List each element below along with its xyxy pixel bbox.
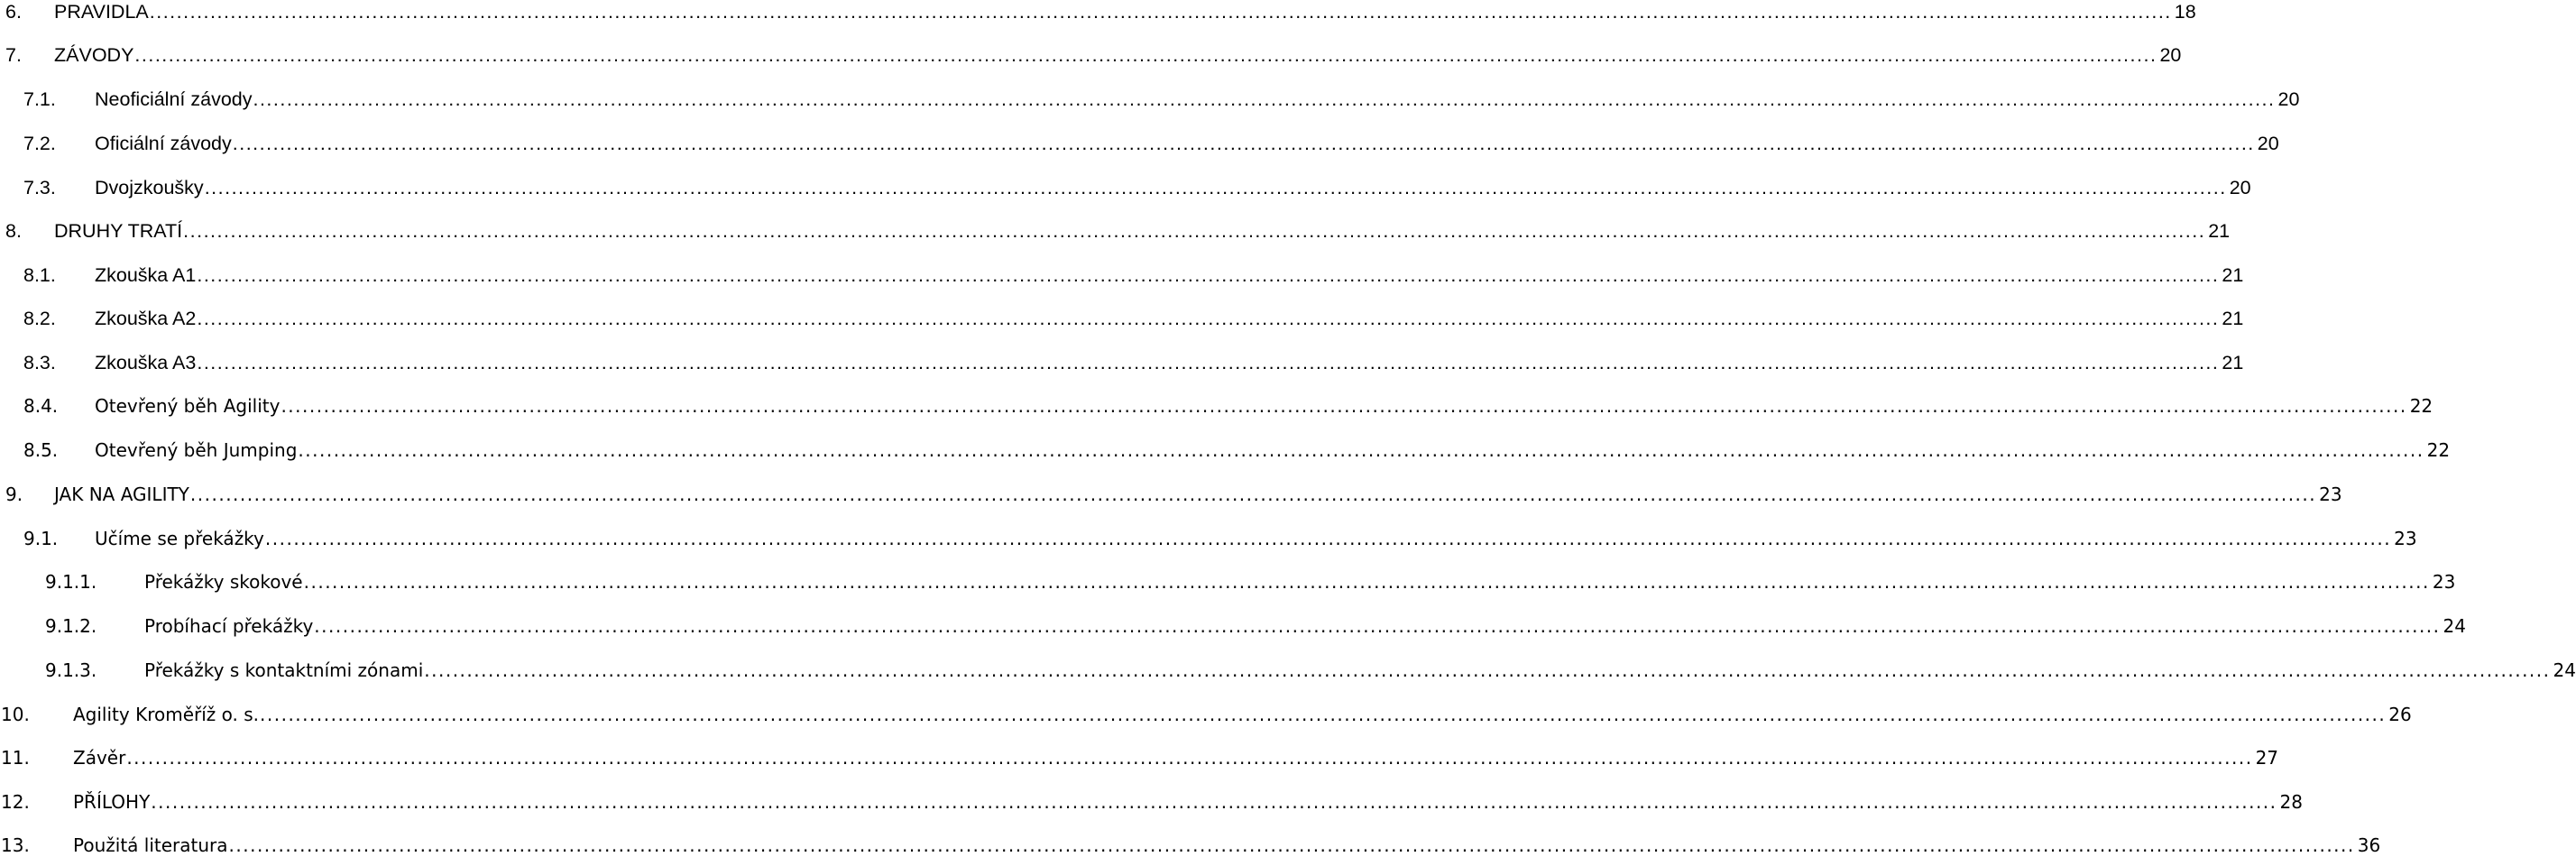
entry-number: 7.1. [23,88,56,110]
toc-entry-12[interactable] [0,784,2303,820]
entry-title: Závěr [73,747,126,769]
entry-page: 24 [2553,659,2576,681]
entry-title: Agility Kroměříž o. s. [73,704,260,725]
entry-number: 8.5. [23,439,59,461]
entry-number: 11. [1,747,30,769]
entry-number: 7. [5,44,22,66]
entry-number: 8.2. [23,308,56,329]
dot-leader: ............................................................................................................................................................................................................................................................................................................ [189,484,2317,505]
toc-entry-7-3[interactable] [0,170,2251,206]
entry-number: 13. [1,834,30,856]
dot-leader: ............................................................................................................................................................................................................................................................................................................ [197,352,2220,373]
entry-page: 23 [2319,484,2342,505]
entry-title: DRUHY TRATÍ [54,220,183,242]
toc-entry-9-1-3[interactable] [0,652,2576,688]
toc-entry-8-1[interactable] [0,257,2244,293]
entry-number: 9.1.2. [45,615,97,637]
entry-page: 23 [2394,528,2417,549]
entry-number: 9.1. [23,528,59,549]
entry-title: Oficiální závody [95,133,232,154]
toc-entry-9-1-2[interactable] [0,608,2466,644]
entry-page: 20 [2277,88,2300,110]
toc-entry-7[interactable] [0,37,2182,73]
entry-number: 6. [5,1,22,23]
entry-page: 22 [2426,439,2451,461]
toc-entry-8-5[interactable] [0,432,2451,468]
entry-page: 21 [2208,220,2231,242]
toc-entry-6[interactable] [0,0,2196,30]
dot-leader: ............................................................................................................................................................................................................................................................................................................ [197,264,2220,286]
entry-page: 22 [2409,395,2433,417]
toc-entry-8[interactable] [0,213,2231,249]
toc-entry-13[interactable] [0,827,2381,863]
entry-title: JAK NA AGILITY [54,484,189,505]
dot-leader: ............................................................................................................................................................................................................................................................................................................ [197,308,2220,329]
dot-leader: ............................................................................................................................................................................................................................................................................................................ [151,791,2277,813]
toc-entry-10[interactable] [0,696,2412,732]
entry-page: 21 [2222,264,2244,286]
toc-entry-9-1[interactable] [0,521,2417,557]
dot-leader: ............................................................................................................................................................................................................................................................................................................ [303,571,2430,593]
toc-entry-8-3[interactable] [0,345,2244,381]
entry-number: 8.1. [23,264,56,286]
entry-title: PRAVIDLA [54,1,149,23]
entry-number: 8.4. [23,395,59,417]
entry-page: 20 [2257,133,2279,154]
entry-number: 8.3. [23,352,56,373]
dot-leader: ............................................................................................................................................................................................................................................................................................................ [232,133,2255,154]
dot-leader: ............................................................................................................................................................................................................................................................................................................ [126,747,2253,769]
entry-page: 18 [2174,1,2196,23]
entry-title: Otevřený běh Agility [95,395,281,417]
toc-entry-7-1[interactable] [0,81,2300,117]
entry-page: 26 [2388,704,2412,725]
toc-entry-9[interactable] [0,476,2342,512]
entry-page: 24 [2443,615,2466,637]
entry-title: Probíhací překážky [144,615,314,637]
entry-title: Překážky skokové [144,571,303,593]
dot-leader: ............................................................................................................................................................................................................................................................................................................ [298,439,2424,461]
entry-title: Zkouška A3 [95,352,197,373]
toc-entry-8-4[interactable] [0,388,2433,424]
dot-leader: ............................................................................................................................................................................................................................................................................................................ [228,834,2355,856]
entry-number: 9.1.3. [45,659,97,681]
toc-entry-8-2[interactable] [0,300,2244,336]
entry-page: 23 [2432,571,2456,593]
dot-leader: ............................................................................................................................................................................................................................................................................................................ [281,395,2407,417]
entry-title: PŘÍLOHY [73,791,151,813]
dot-leader: ............................................................................................................................................................................................................................................................................................................ [204,177,2227,198]
entry-title: Zkouška A2 [95,308,197,329]
dot-leader: ............................................................................................................................................................................................................................................................................................................ [314,615,2441,637]
entry-number: 10. [1,704,30,725]
dot-leader: ............................................................................................................................................................................................................................................................................................................ [424,659,2551,681]
toc-entry-9-1-1[interactable] [0,564,2456,600]
dot-leader: ............................................................................................................................................................................................................................................................................................................ [134,44,2157,66]
dot-leader: ............................................................................................................................................................................................................................................................................................................ [183,220,2206,242]
entry-number: 9.1.1. [45,571,97,593]
entry-page: 20 [2229,177,2251,198]
entry-title: Překážky s kontaktními zónami [144,659,424,681]
entry-number: 9. [5,484,23,505]
entry-number: 7.2. [23,133,56,154]
toc-entry-7-2[interactable] [0,125,2279,161]
entry-page: 27 [2255,747,2279,769]
entry-number: 8. [5,220,22,242]
entry-page: 21 [2222,352,2244,373]
dot-leader: ............................................................................................................................................................................................................................................................................................................ [253,88,2276,110]
toc-entry-11[interactable] [0,740,2279,776]
entry-title: Zkouška A1 [95,264,197,286]
entry-page: 36 [2357,834,2381,856]
entry-title: Dvojzkoušky [95,177,204,198]
entry-title: ZÁVODY [54,44,134,66]
entry-number: 12. [1,791,30,813]
entry-title: Neoficiální závody [95,88,253,110]
dot-leader: ............................................................................................................................................................................................................................................................................................................ [264,528,2392,549]
entry-page: 21 [2222,308,2244,329]
entry-page: 28 [2279,791,2303,813]
entry-title: Otevřený běh Jumping [95,439,298,461]
entry-page: 20 [2159,44,2182,66]
dot-leader: ............................................................................................................................................................................................................................................................................................................ [260,704,2387,725]
entry-title: Použitá literatura [73,834,228,856]
entry-title: Učíme se překážky [95,528,264,549]
entry-number: 7.3. [23,177,56,198]
dot-leader: ............................................................................................................................................................................................................................................................................................................ [149,1,2172,23]
